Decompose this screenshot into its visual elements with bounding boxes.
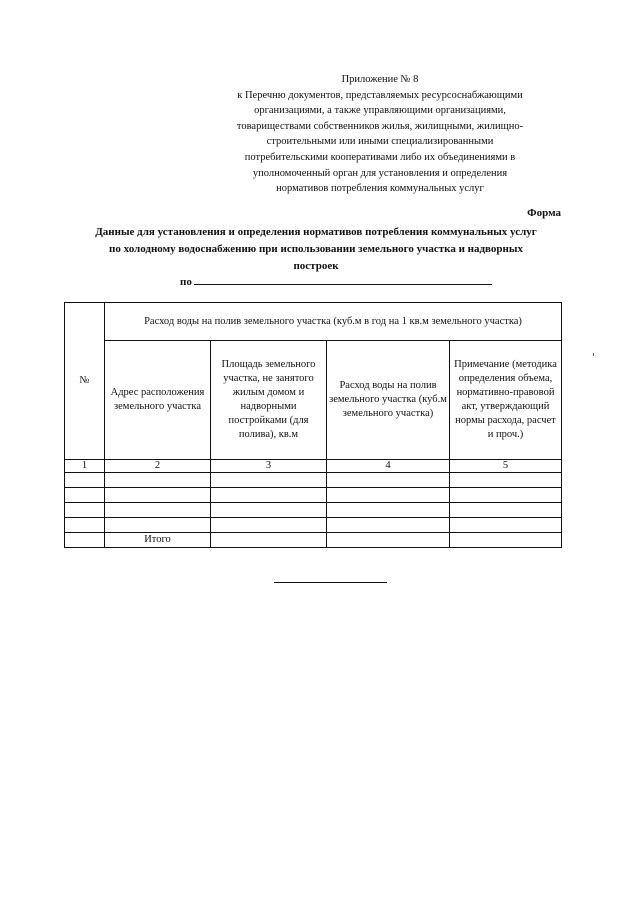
table-cell <box>211 473 327 488</box>
po-label: по <box>180 276 192 288</box>
appendix-line: нормативов потребления коммунальных услуг <box>276 183 484 195</box>
col-number: 4 <box>327 460 450 473</box>
scan-mark <box>593 353 594 356</box>
title-line: по холодному водоснабжению при использовании земельного участка и надворных <box>109 243 523 255</box>
table-cell <box>65 533 105 548</box>
appendix-line: товариществами собственников жилья, жилищными, жилищно- <box>236 120 524 132</box>
appendix-line: организациями, а также управляющими организациями, <box>254 105 506 117</box>
table-cell <box>450 503 562 518</box>
col-header-consumption: Расход воды на полив земельного участка (куб.м земельного участка) <box>327 341 450 460</box>
col-number: 2 <box>105 460 211 473</box>
table-cell <box>105 488 211 503</box>
col-header-note: Примечание (методика определения объема, нормативно-правовой акт, утверждающий нормы расхода, расчет и проч.) <box>450 341 562 460</box>
table-cell <box>211 533 327 548</box>
table-cell <box>65 503 105 518</box>
table-cell <box>450 518 562 533</box>
total-row <box>65 533 562 548</box>
table-cell <box>211 503 327 518</box>
appendix-header <box>200 72 560 197</box>
appendix-line: потребительскими кооперативами либо их объединениями в <box>244 151 516 163</box>
end-separator-line <box>274 582 387 583</box>
table-row <box>65 518 562 533</box>
table-row <box>65 503 562 518</box>
table-cell <box>65 473 105 488</box>
table-cell <box>105 503 211 518</box>
table-row <box>65 473 562 488</box>
total-label: Итого <box>105 533 211 548</box>
table-cell <box>327 503 450 518</box>
document-title <box>64 224 568 275</box>
title-line: Данные для установления и определения нормативов потребления коммунальных услуг <box>95 226 537 238</box>
table-cell <box>105 518 211 533</box>
col-number: 5 <box>450 460 562 473</box>
column-number-row <box>65 460 562 473</box>
table-cell <box>327 488 450 503</box>
form-label: Форма <box>527 207 561 219</box>
col-number: 1 <box>65 460 105 473</box>
table-cell <box>450 533 562 548</box>
appendix-line: строительными или иными специализированными <box>266 136 494 148</box>
title-line: построек <box>293 260 339 272</box>
num-header: № <box>65 303 105 460</box>
table-cell <box>211 518 327 533</box>
table-cell <box>450 488 562 503</box>
table-cell <box>211 488 327 503</box>
table-cell <box>327 473 450 488</box>
table-row <box>65 488 562 503</box>
col-header-address: Адрес расположения земельного участка <box>105 341 211 460</box>
col-number: 3 <box>211 460 327 473</box>
table-cell <box>327 533 450 548</box>
appendix-line: к Перечню документов, представляемых ресурсоснабжающими <box>237 89 523 101</box>
table-cell <box>65 518 105 533</box>
table-cell <box>105 473 211 488</box>
table-cell <box>450 473 562 488</box>
appendix-line: Приложение № 8 <box>341 74 419 85</box>
group-header: Расход воды на полив земельного участка (куб.м в год на 1 кв.м земельного участка) <box>105 303 562 341</box>
table-cell <box>327 518 450 533</box>
col-header-area: Площадь земельного участка, не занятого жилым домом и надворными постройками (для полива), кв.м <box>211 341 327 460</box>
po-blank-line <box>194 273 492 285</box>
appendix-line: уполномоченный орган для установления и определения <box>252 167 508 179</box>
table-cell <box>65 488 105 503</box>
po-field <box>180 273 492 288</box>
data-table <box>64 302 562 548</box>
